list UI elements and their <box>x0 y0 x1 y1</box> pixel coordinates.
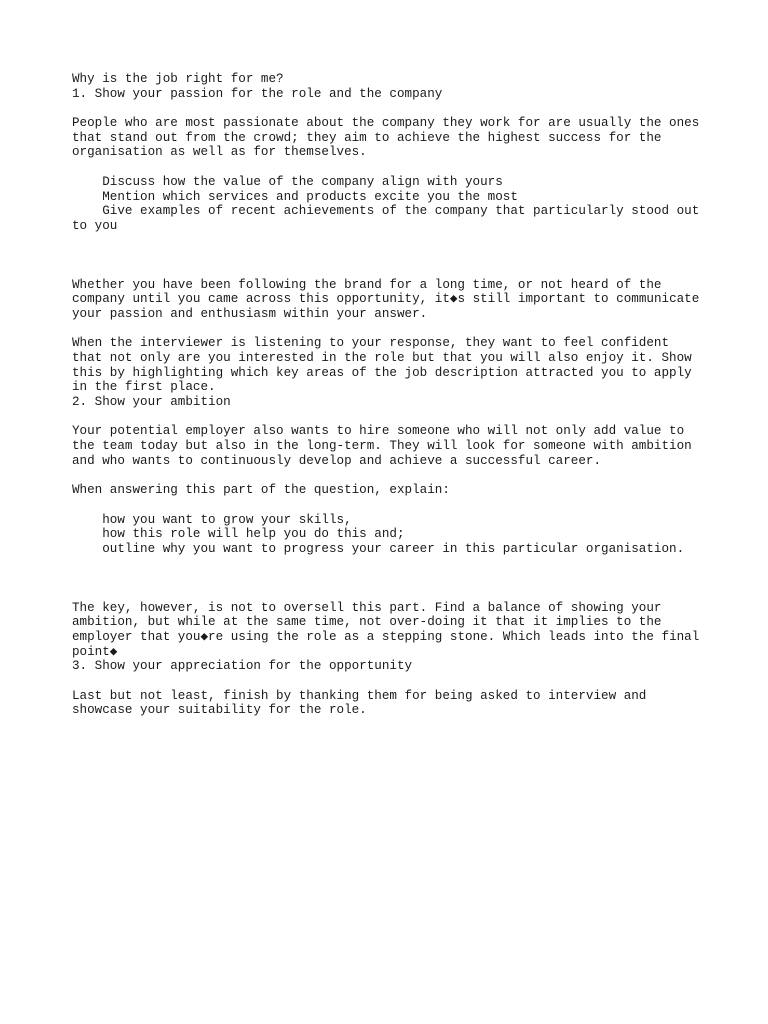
text-line: in the first place. <box>72 380 216 395</box>
text-line: Whether you have been following the brand for a long time, or not heard of the <box>72 277 662 292</box>
text-line: and who wants to continuously develop and achieve a successful career. <box>72 453 602 468</box>
list-ambition-points <box>72 513 712 557</box>
text-line: point◆ <box>72 644 118 659</box>
list-item: outline why you want to progress your career in this particular organisation. <box>72 541 685 556</box>
text-line: that stand out from the crowd; they aim to achieve the highest success for the <box>72 130 662 145</box>
document-body <box>72 72 712 718</box>
text-line: the team today but also in the long-term. They will look for someone with ambition <box>72 439 692 454</box>
paragraph-explain-intro <box>72 483 712 498</box>
text-line: your passion and enthusiasm within your answer. <box>72 306 428 321</box>
list-item: Mention which services and products excite you the most <box>72 189 518 204</box>
paragraph-ambition <box>72 424 712 468</box>
paragraph-passion-intro <box>72 116 712 160</box>
list-item-continuation: to you <box>72 218 118 233</box>
text-line: showcase your suitability for the role. <box>72 703 367 718</box>
heading-block <box>72 72 712 101</box>
text-line: company until you came across this opportunity, it◆s still important to communicate <box>72 292 700 307</box>
text-line: that not only are you interested in the role but that you will also enjoy it. Show <box>72 351 692 365</box>
paragraph-interviewer-confidence <box>72 336 712 409</box>
paragraph-brand-following <box>72 278 712 322</box>
text-line: The key, however, is not to oversell this part. Find a balance of showing your <box>72 600 662 615</box>
section-heading-passion: 1. Show your passion for the role and the company <box>72 86 443 101</box>
section-heading-appreciation: 3. Show your appreciation for the opportunity <box>72 659 413 674</box>
paragraph-closing <box>72 689 712 718</box>
text-line: Your potential employer also wants to hire someone who will not only add value to <box>72 424 685 439</box>
paragraph-balance <box>72 601 712 674</box>
text-line: When the interviewer is listening to your response, they want to feel confident <box>72 336 670 351</box>
text-line: ambition, but while at the same time, not over-doing it that it implies to the <box>72 615 662 630</box>
list-passion-tips <box>72 175 712 234</box>
text-line: People who are most passionate about the company they work for are usually the ones <box>72 116 700 131</box>
document-title: Why is the job right for me? <box>72 72 284 86</box>
text-line: this by highlighting which key areas of the job description attracted you to apply <box>72 365 692 380</box>
list-item: how you want to grow your skills, <box>72 512 352 527</box>
text-line: When answering this part of the question, explain: <box>72 483 450 498</box>
list-item: how this role will help you do this and; <box>72 527 405 542</box>
text-line: Last but not least, finish by thanking them for being asked to interview and <box>72 688 647 703</box>
section-heading-ambition: 2. Show your ambition <box>72 395 231 410</box>
list-item: Give examples of recent achievements of the company that particularly stood out <box>72 204 700 219</box>
list-item: Discuss how the value of the company align with yours <box>72 174 503 189</box>
text-line: organisation as well as for themselves. <box>72 145 367 160</box>
text-line: employer that you◆re using the role as a stepping stone. Which leads into the final <box>72 630 700 644</box>
